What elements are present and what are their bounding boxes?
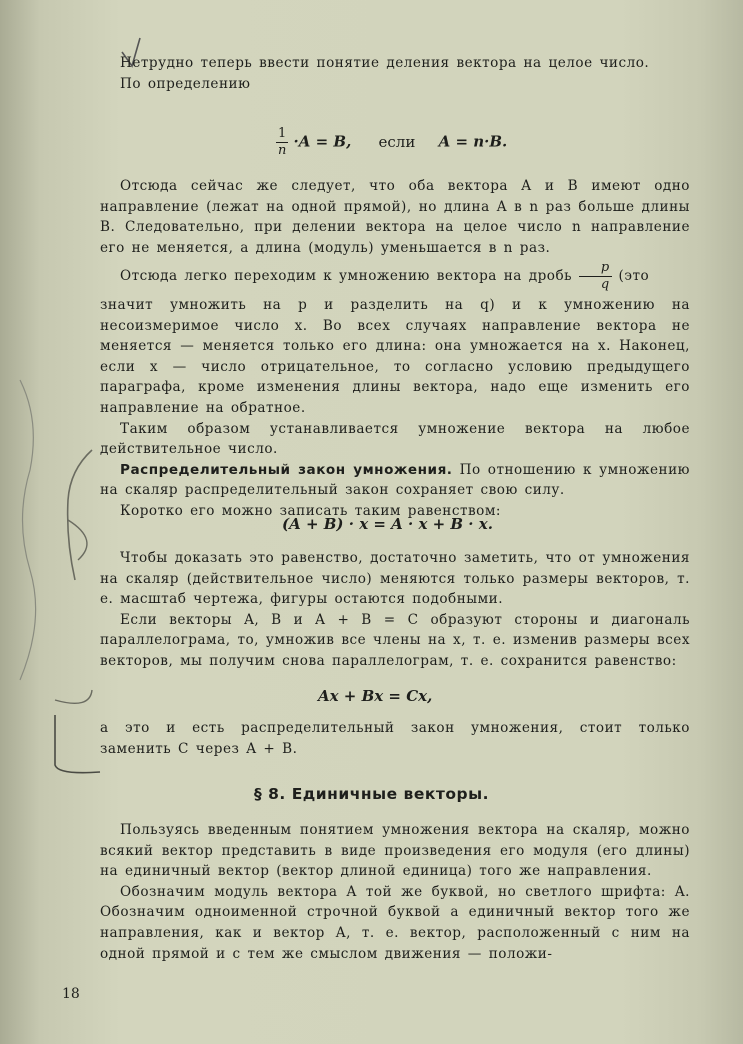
fraction-denominator: q: [600, 277, 610, 292]
paragraph-4-block: [100, 260, 690, 522]
paragraph-11-block: [100, 820, 690, 964]
paragraph-3: Отсюда сейчас же следует, что оба вектора A и B имеют одно направление (лежат на одной прямой), но длина A в n раз больше длины B. Следовательно, при делении вектора на целое число n направление его не меняется, а длина (модуль) уменьшается в n раз.: [100, 178, 690, 256]
paragraph-8-block: [100, 548, 690, 672]
section-law-text: По отношению к умножению на скаляр распределительный закон сохраняет свою силу.: [100, 461, 690, 499]
handwritten-margin-note: [20, 380, 36, 680]
page-number: 18: [62, 986, 80, 1002]
paragraph-2: По определению: [120, 75, 251, 92]
paragraph-4-first-line: [100, 260, 690, 293]
formula-division-rest: ·A = B,: [293, 132, 352, 151]
paragraph-4-continued: значит умножить на p и разделить на q) и к умножению на несоизмеримое число x. Во всех случаях направление вектора не меняется — меняется только его длина: она умножается на x. Наконец, если x — число отрицательное, то согласно условию предыдущего параграфа, кроме изменения длины вектора, надо еще изменить его направление на обратное.: [100, 297, 690, 416]
paragraph-4-paren: (это: [618, 268, 650, 284]
paragraph-10: а это и есть распределительный закон умножения, стоит только заменить C через A + B.: [100, 720, 690, 757]
paragraph-4-lead: Отсюда легко переходим к умножению вектора на дробь: [120, 268, 573, 284]
section-heading: § 8. Единичные векторы.: [253, 785, 489, 803]
fraction-1-over-n: [276, 126, 288, 159]
formula-division: [276, 126, 507, 159]
fraction-numerator: p: [579, 260, 612, 277]
section-law-title: Распределительный закон умножения.: [120, 461, 453, 478]
paragraph-9: Если векторы A, B и A + B = C образуют стороны и диагональ параллелограма, то, умножив все члены на x, т. е. изменив размеры всех векторов, мы получим снова параллелограм, т. е. сохранится равенство:: [100, 611, 690, 669]
paragraph-10-block: [100, 718, 690, 759]
page-body: [100, 53, 690, 94]
paragraph-5: Таким образом устанавливается умножение вектора на любое действительное число.: [100, 420, 690, 458]
paragraph-6: [100, 460, 690, 501]
paragraph-3-block: [100, 176, 690, 258]
fraction-numerator: 1: [278, 126, 287, 141]
formula-parallelogram: Ax + Bx = Cx,: [318, 687, 433, 705]
paragraph-11: Пользуясь введенным понятием умножения вектора на скаляр, можно всякий вектор представить в виде произведения его модуля (его длины) на единичный вектор (вектор длиной единица) того же направления.: [100, 822, 690, 880]
margin-bracket-bottom: [55, 715, 100, 773]
paragraph-7: Коротко его можно записать таким равенством:: [120, 502, 501, 519]
formula-distributive: (A + B) · x = A · x + B · x.: [282, 515, 493, 533]
paragraph-12: Обозначим модуль вектора A той же буквой, но светлого шрифта: A. Обозначим одноименной строчной буквой a единичный вектор того же направления, как и вектор A, т. е. вектор, расположенный с ним на одной прямой и с тем же смыслом движения — положи-: [100, 883, 690, 962]
margin-bracket-upper: [68, 450, 92, 580]
fraction-p-over-q: [579, 260, 612, 293]
formula-condition: A = n·B.: [438, 132, 508, 151]
fraction-denominator: n: [277, 143, 287, 158]
paragraph-1: Нетрудно теперь ввести понятие деления вектора на целое число.: [120, 55, 650, 71]
formula-if-word: если: [378, 132, 416, 151]
margin-bracket-lower: [55, 690, 92, 703]
paragraph-8: Чтобы доказать это равенство, достаточно заметить, что от умножения на скаляр (действительное число) меняются только размеры векторов, т. е. масштаб чертежа, фигуры остаются подобными.: [100, 550, 690, 608]
